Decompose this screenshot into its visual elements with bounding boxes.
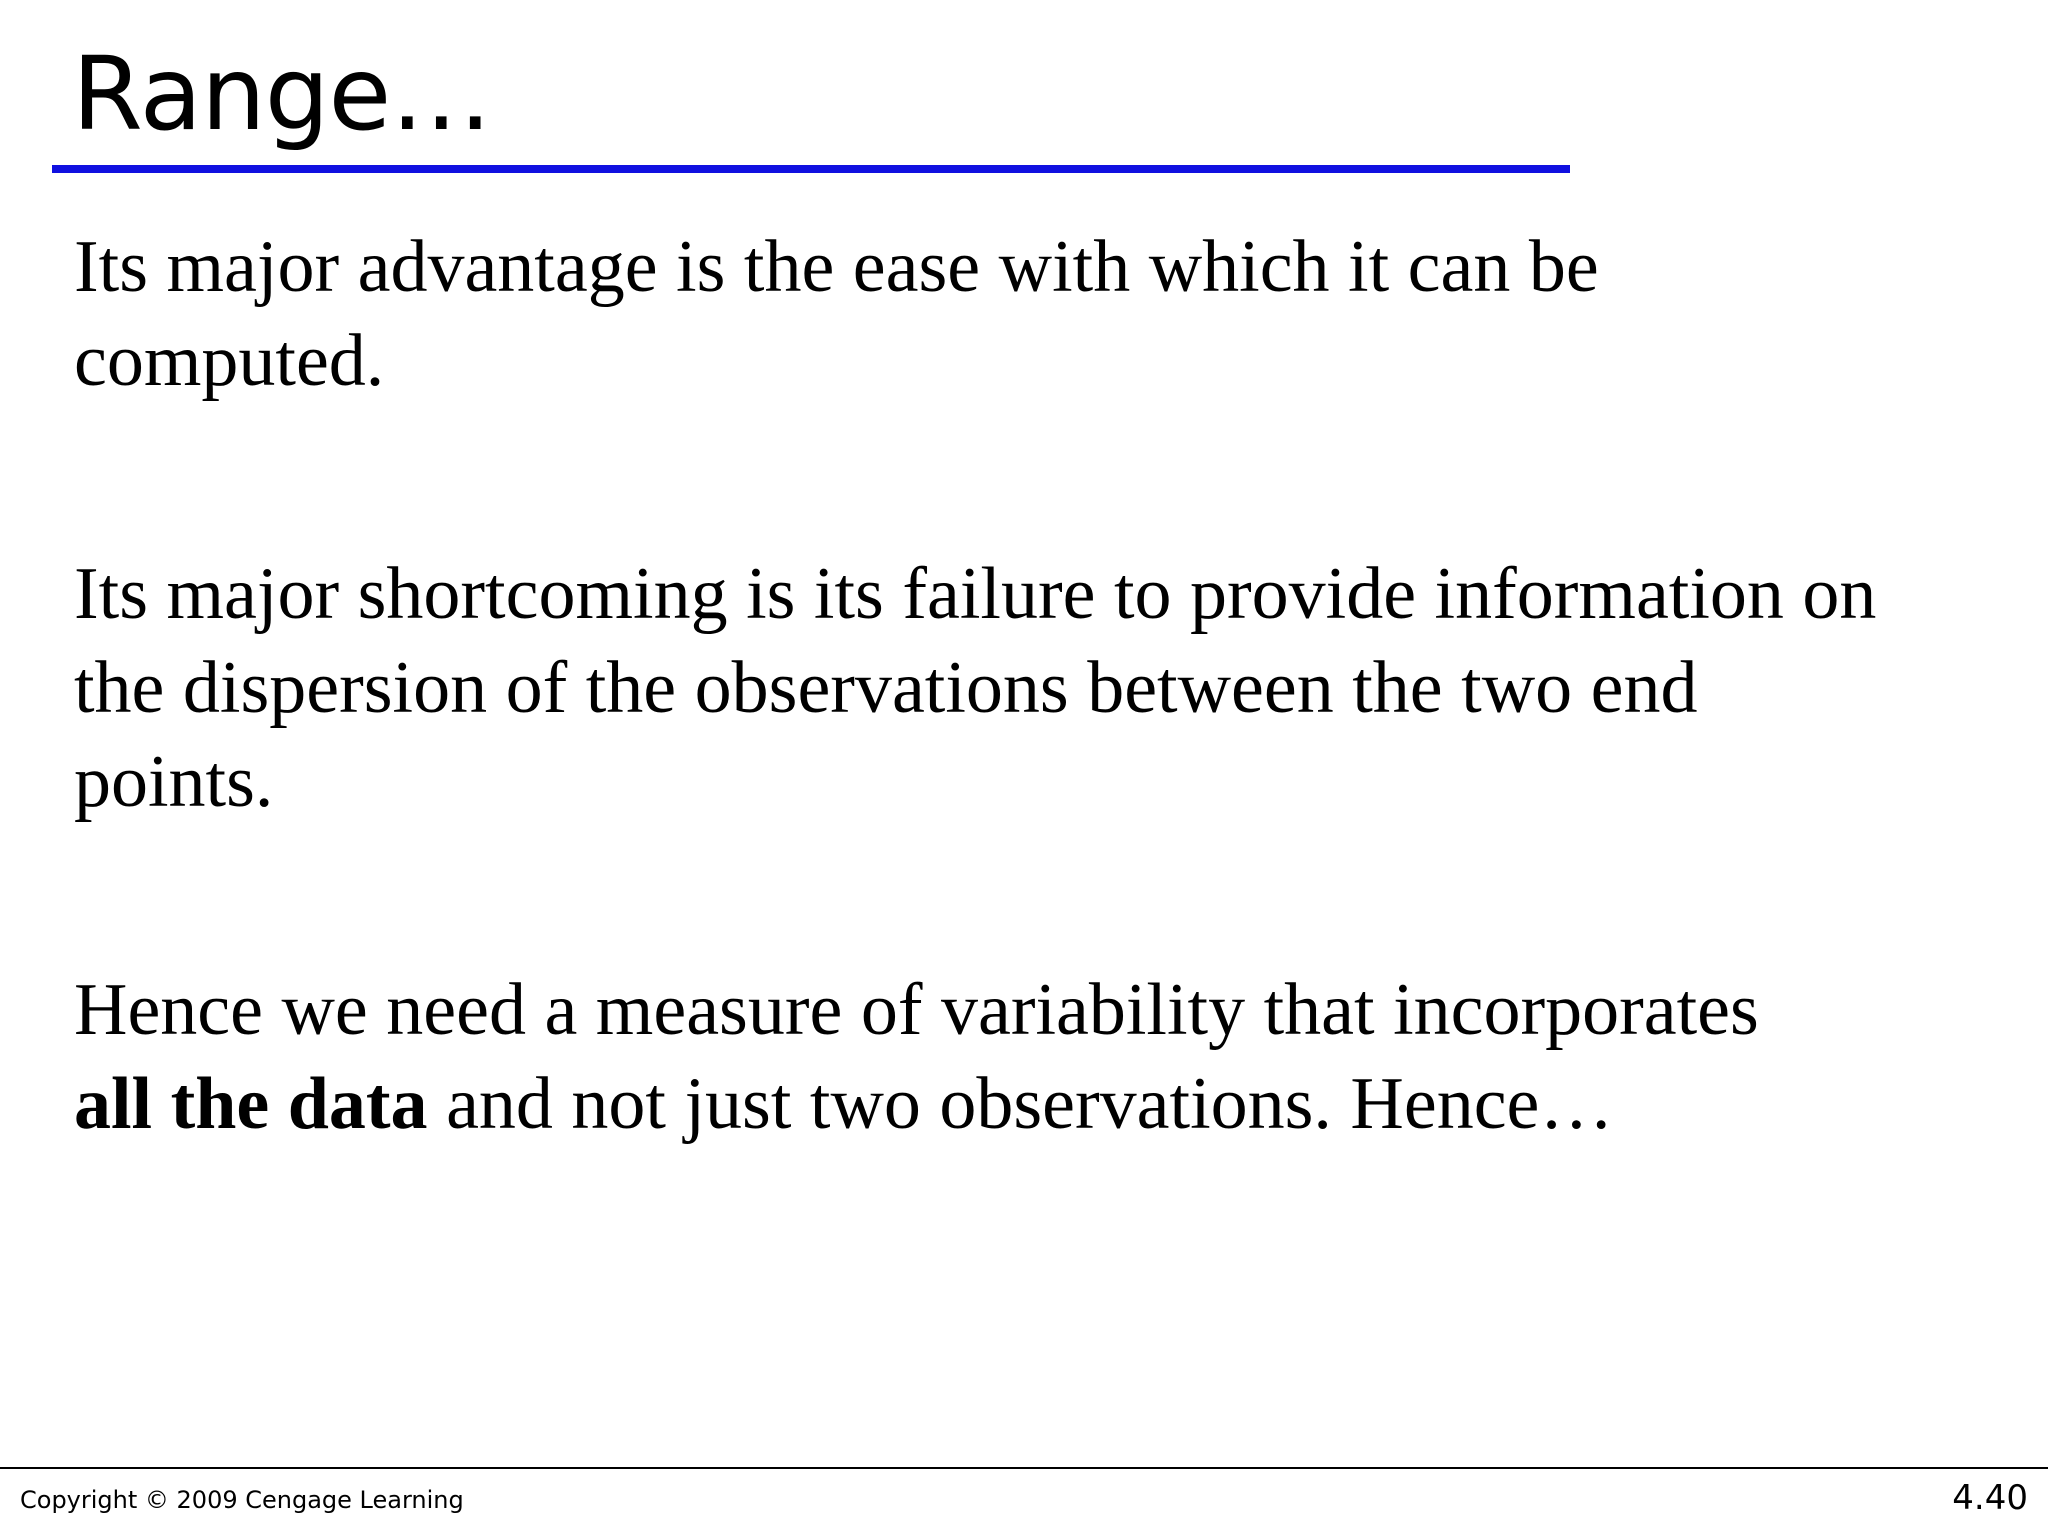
paragraph-line: Hence we need a measure of variability that incorporates [74, 969, 1759, 1051]
paragraph-line: computed. [74, 320, 385, 402]
paragraph-line-emphasis [74, 1057, 1759, 1151]
paragraph-line-rest: and not just two observations. Hence… [427, 1063, 1614, 1145]
emphasis-text: all the data [74, 1063, 428, 1145]
paragraph-shortcoming [74, 547, 1876, 829]
copyright-notice: Copyright © 2009 Cengage Learning [20, 1486, 464, 1514]
paragraph-conclusion [74, 963, 1759, 1151]
paragraph-line: the dispersion of the observations between the two end [74, 647, 1698, 729]
slide-title: Range… [72, 35, 492, 154]
footer-divider [0, 1467, 2048, 1469]
paragraph-line: points. [74, 741, 274, 823]
title-underline [52, 165, 1570, 173]
paragraph-line: Its major shortcoming is its failure to provide information on [74, 553, 1877, 635]
slide-number: 4.40 [1952, 1478, 2028, 1518]
paragraph-line: Its major advantage is the ease with which it can be [74, 226, 1599, 308]
paragraph-advantage [74, 220, 1599, 408]
